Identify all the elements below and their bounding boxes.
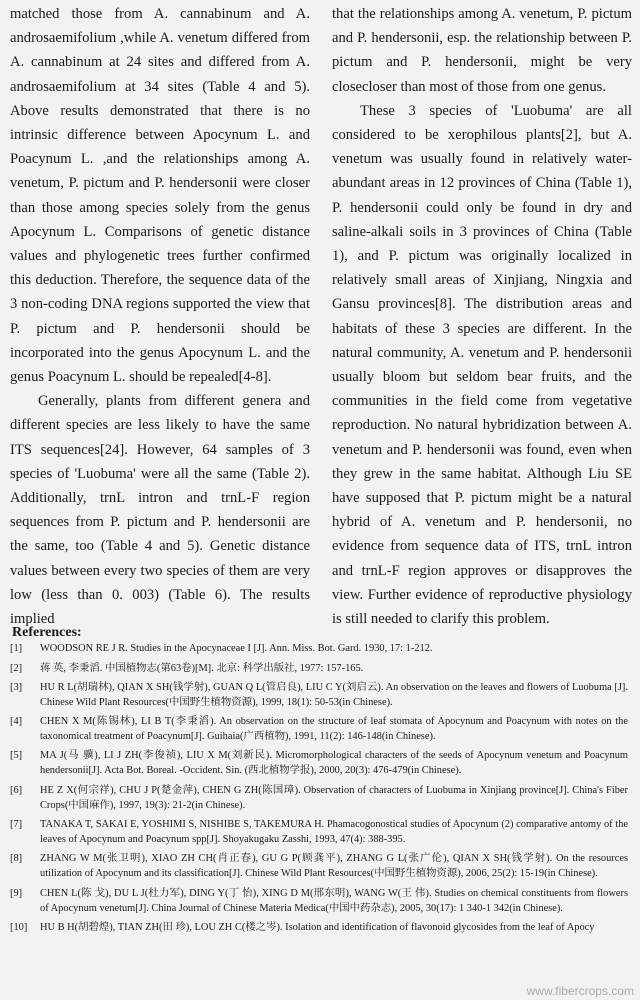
reference-text: CHEN L(陈 戈), DU L J(杜力军), DING Y(丁 怡), XING D M(邢东明), WANG W(王 伟). Studies on chemical constituents from flowers of Apocynum venetum[J]. China Journal of Chinese Materia Medica(中国中药杂志), 2005, 30(17): 1 340-1 342(in Chinese). bbox=[40, 887, 628, 914]
reference-item bbox=[10, 641, 628, 656]
reference-number: [5] bbox=[10, 750, 23, 762]
reference-text: ZHANG W M(张卫明), XIAO ZH CH(肖正春), GU G P(顾龚平), ZHANG G L(张广伦), QIAN X SH(钱学射). On the resources utilization of Apocynum and its classification[J]. Chinese Wild Plant Resources(中国野生植物资源), 2006, 25(2): 15-19(in Chinese). bbox=[40, 853, 628, 880]
watermark: www.fibercrops.com bbox=[526, 984, 634, 998]
reference-number: [7] bbox=[10, 819, 23, 831]
reference-number: [10] bbox=[10, 921, 28, 933]
paragraph: matched those from A. cannabinum and A. androsaemifolium ,while A. venetum differed from A. cannabinum at 24 sites and differed from A. androsaemifolium at 34 sites (Table 4 and 5). Above results demonstrated that there is no intrinsic difference between Apocynum L. and Poacynum L. ,and the relationships among A. venetum, P. pictum and P. hendersonii were closer than those among species solely from the genus Apocynum L. Comparisons of genetic distance values and phylogenetic trees further confirmed this deduction. Therefore, the sequence data of the 3 non-coding DNA regions supported the view that P. pictum and P. hendersonii should be incorporated into the genus Apocynum L. and the genus Poacynum L. should be repealed[4-8]. bbox=[10, 6, 310, 386]
right-column bbox=[332, 2, 632, 631]
reference-number: [3] bbox=[10, 681, 23, 693]
reference-number: [6] bbox=[10, 784, 23, 796]
reference-text: WOODSON RE J R. Studies in the Apocynaceae I [J]. Ann. Miss. Bot. Gard. 1930, 17: 1-212. bbox=[40, 643, 433, 655]
reference-number: [8] bbox=[10, 853, 23, 865]
references-heading: References: bbox=[12, 625, 82, 640]
paragraph: Generally, plants from different genera and different species are less likely to have the same ITS sequences[24]. However, 64 samples of 3 species of 'Luobuma' were all the same (Table 2). Additionally, trnL intron and trnL-F region sequences from P. pictum and P. hendersonii are the same, too (Table 4 and 5). Genetic distance values between every two species of them are very low (less than 0. 003) (Table 6). The results implied bbox=[10, 393, 310, 628]
reference-text: TANAKA T, SAKAI E, YOSHIMI S, NISHIBE S, TAKEMURA H. Phamacogonostical studies of Apocynum (2) comparative antomy of the leaves of Apocynum and Poacynum spp[J]. Shoyakugaku Zasshi, 1993, 47(4): 388-395. bbox=[40, 819, 628, 846]
left-column bbox=[10, 2, 310, 631]
reference-text: MA J(马 骥), LI J ZH(李俊祯), LIU X M(刘新民). Micromorphological characters of the seeds of Apocynum venetum and Poacynum hendersonii[J]. Acta Bot. Boreal. -Occident. Sin. (西北植物学报), 2000, 20(3): 476-479(in Chinese). bbox=[40, 750, 628, 777]
reference-item bbox=[10, 783, 628, 813]
reference-number: [2] bbox=[10, 662, 23, 674]
reference-item bbox=[10, 714, 628, 744]
references-list bbox=[10, 637, 628, 935]
reference-number: [1] bbox=[10, 643, 23, 655]
reference-text: HU B H(胡碧煌), TIAN ZH(田 珍), LOU ZH C(楼之岑). Isolation and identification of flavonoid glycosides from the leaf of Apocy bbox=[40, 921, 595, 933]
reference-number: [4] bbox=[10, 716, 23, 728]
reference-item bbox=[10, 920, 628, 935]
paragraph: These 3 species of 'Luobuma' are all considered to be xerophilous plants[2], but A. venetum was usually found in relatively water-abundant areas in 12 provinces of China (Table 1), P. hendersonii could only be found in dry and saline-alkali soils in 3 provinces of China (Table 1), and P. pictum was originally localized in relatively small areas of Xinjiang, Ningxia and Gansu provinces[8]. The distribution areas and habitats of these 3 species are different. In the natural community, A. venetum and P. hendersonii usually bloom but seldom bear fruits, and the communities in the field come from vegetative reproduction. No natural hybridization between A. venetum and P. hendersonii was found, even when they grew in the same habitat. Although Liu SE have supposed that P. pictum might be a natural hybrid of A. venetum and P. hendersonii, no evidence from sequence data of ITS, trnL intron and trnL-F region approves or disapproves the view. Further evidence of reproductive physiology is still needed to clarify this problem. bbox=[332, 102, 632, 628]
paragraph: that the relationships among A. venetum, P. pictum and P. hendersonii, esp. the relationship between P. pictum and P. hendersonii, might be very closecloser than most of those from one genus. bbox=[332, 6, 632, 95]
reference-text: HE Z X(何宗祥), CHU J P(楚金萍), CHEN G ZH(陈国璋). Observation of characters of Luobuma in Xinjiang province[J]. China's Fiber Crops(中国麻作), 1997, 19(3): 21-2(in Chinese). bbox=[40, 784, 628, 811]
reference-item bbox=[10, 886, 628, 916]
reference-item bbox=[10, 851, 628, 881]
reference-item bbox=[10, 661, 628, 676]
reference-item bbox=[10, 680, 628, 710]
reference-item bbox=[10, 817, 628, 847]
body-text bbox=[10, 2, 632, 628]
reference-text: HU R L(胡瑞林), QIAN X SH(钱学射), GUAN Q L(管启良), LIU C Y(刘启云). An observation on the leaves and flowers of Luobuma [J]. Chinese Wild Plant Resources(中国野生植物资源), 1999, 18(1): 50-53(in Chinese). bbox=[40, 681, 628, 708]
reference-number: [9] bbox=[10, 887, 23, 899]
reference-item bbox=[10, 748, 628, 778]
reference-text: 蒋 英, 李秉滔. 中国植物志(第63卷)[M]. 北京: 科学出版社, 1977: 157-165. bbox=[40, 662, 364, 674]
reference-text: CHEN X M(陈锡林), LI B T(李秉滔). An observation on the structure of leaf stomata of Apocynum and Poacynum with notes on the taxonomical treatment of Poacynum[J]. Guihaia(广西植物), 1991, 11(2): 146-148(in Chinese). bbox=[40, 716, 628, 743]
